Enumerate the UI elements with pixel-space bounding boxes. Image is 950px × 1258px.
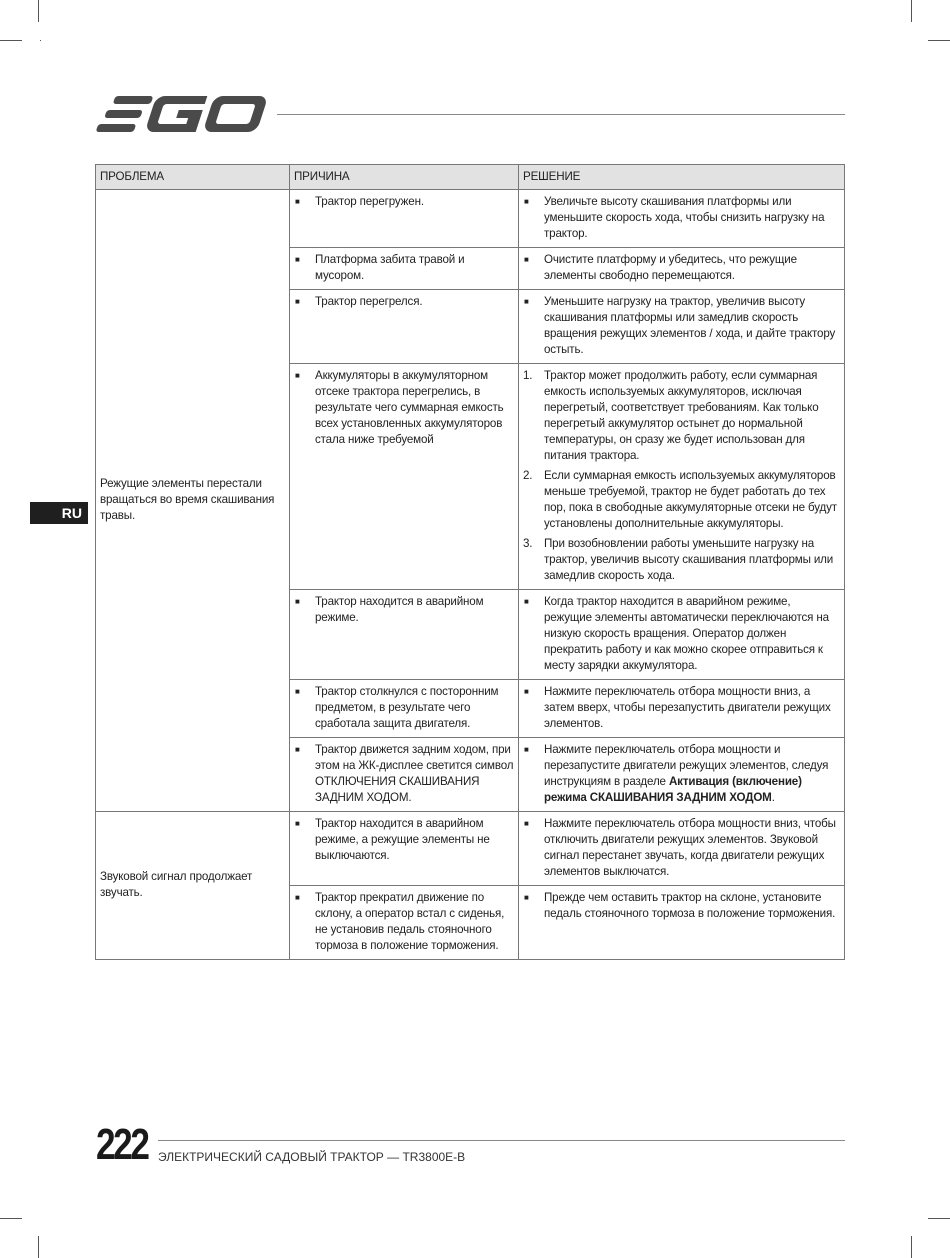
footer-title: ЭЛЕКТРИЧЕСКИЙ САДОВЫЙ ТРАКТОР — TR3800E-B xyxy=(158,1150,466,1164)
cause-cell xyxy=(290,190,519,248)
crop-mark xyxy=(0,40,22,41)
solution-cell xyxy=(519,886,845,960)
solution-text xyxy=(523,742,840,806)
header-solution: РЕШЕНИЕ xyxy=(519,165,845,190)
crop-mark xyxy=(911,1236,912,1258)
troubleshooting-table xyxy=(95,164,845,960)
header-problem: ПРОБЛЕМА xyxy=(96,165,290,190)
solution-text: ■ Нажмите переключатель отбора мощности вниз, а затем вверх, чтобы перезапустить двигатели режущих элементов. xyxy=(523,684,840,732)
solution-text-post: . xyxy=(771,791,775,804)
crop-mark xyxy=(38,1236,39,1258)
cause-text: ■ Трактор перегрелся. xyxy=(294,294,514,310)
section-reference: Активация (включение) режима СКАШИВАНИЯ ЗАДНИМ ХОДОМ xyxy=(544,775,802,804)
cause-cell xyxy=(290,680,519,738)
cause-text: ■ Трактор прекратил движение по склону, а оператор встал с сиденья, не установив педаль стояночного тормоза в положение торможения. xyxy=(294,890,514,954)
table-header-row xyxy=(96,165,845,190)
crop-mark xyxy=(911,0,912,22)
solution-cell xyxy=(519,738,845,812)
problem-cell: Режущие элементы перестали вращаться во время скашивания травы. xyxy=(96,190,290,812)
ego-logo xyxy=(96,94,271,134)
footer-rule xyxy=(158,1140,845,1141)
step-number: 1. xyxy=(523,369,533,382)
table-row xyxy=(96,190,845,248)
solution-text: ■ Нажмите переключатель отбора мощности вниз, чтобы отключить двигатели режущих элементов. Звуковой сигнал перестанет звучать, когда двигатели режущих элементов выключатся. xyxy=(523,816,840,880)
solution-cell xyxy=(519,190,845,248)
solution-cell xyxy=(519,364,845,590)
cause-text: ■ Платформа забита травой и мусором. xyxy=(294,252,514,284)
solution-step xyxy=(523,368,840,464)
header-cause: ПРИЧИНА xyxy=(290,165,519,190)
language-tab: RU xyxy=(30,502,88,524)
solution-cell xyxy=(519,248,845,290)
cause-cell xyxy=(290,886,519,960)
cause-cell xyxy=(290,290,519,364)
solution-text: ■ Уменьшите нагрузку на трактор, увеличив высоту скашивания платформы или замедлив скорость вращения режущих элементов / хода, и дайте трактору остыть. xyxy=(523,294,840,358)
problem-cell: Звуковой сигнал продолжает звучать. xyxy=(96,812,290,960)
cause-text: ■ Трактор столкнулся с посторонним предметом, в результате чего сработала защита двигателя. xyxy=(294,684,514,732)
cause-text: ■ Аккумуляторы в аккумуляторном отсеке трактора перегрелись, в результате чего суммарная емкость всех установленных аккумуляторов стала ниже требуемой xyxy=(294,368,514,448)
solution-text: ■ Увеличьте высоту скашивания платформы или уменьшите скорость хода, чтобы снизить нагрузку на трактор. xyxy=(523,194,840,242)
cause-cell xyxy=(290,812,519,886)
crop-mark xyxy=(928,1218,950,1219)
step-number: 3. xyxy=(523,537,533,550)
crop-mark xyxy=(928,40,950,41)
cause-cell xyxy=(290,364,519,590)
cause-text: ■ Трактор движется задним ходом, при этом на ЖК-дисплее светится символ ОТКЛЮЧЕНИЯ СКАШИВАНИЯ ЗАДНИМ ХОДОМ. xyxy=(294,742,514,806)
solution-cell xyxy=(519,590,845,680)
table-row xyxy=(96,812,845,886)
solution-step xyxy=(523,536,840,584)
solution-cell xyxy=(519,290,845,364)
step-text: Если суммарная емкость используемых аккумуляторов меньше требуемой, трактор не будет работать до тех пор, пока в свободные аккумуляторные отсеки не будут установлены дополнительные аккумуляторы. xyxy=(544,469,837,530)
solution-step xyxy=(523,468,840,532)
crop-mark xyxy=(0,1218,22,1219)
solution-text: ■ Когда трактор находится в аварийном режиме, режущие элементы автоматически переключаются на низкую скорость вращения. Оператор должен прекратить работу и как можно скорее отправиться к месту зарядки аккумулятора. xyxy=(523,594,840,674)
cause-text: ■ Трактор находится в аварийном режиме. xyxy=(294,594,514,626)
solution-cell xyxy=(519,680,845,738)
step-text: При возобновлении работы уменьшите нагрузку на трактор, увеличив высоту скашивания платформы или замедлив скорость хода. xyxy=(544,537,834,582)
header-rule xyxy=(277,114,845,115)
solution-text-pre: Нажмите переключатель отбора мощности и перезапустите двигатели режущих элементов, следуя инструкциям в разделе xyxy=(544,743,829,788)
crop-mark xyxy=(38,0,39,22)
page-number: 222 xyxy=(96,1120,148,1169)
step-text: Трактор может продолжить работу, если суммарная емкость используемых аккумуляторов, исключая перегретый, соответствует требованиям. Как только перегретый аккумулятор остынет до нормальной температуры, он сразу же будет использован для питания трактора. xyxy=(544,369,819,462)
cause-cell xyxy=(290,738,519,812)
solution-cell xyxy=(519,812,845,886)
crop-mark xyxy=(40,40,41,41)
solution-text: ■ Очистите платформу и убедитесь, что режущие элементы свободно перемещаются. xyxy=(523,252,840,284)
cause-cell xyxy=(290,590,519,680)
cause-text: ■ Трактор перегружен. xyxy=(294,194,514,210)
solution-steps xyxy=(523,368,840,584)
cause-cell xyxy=(290,248,519,290)
cause-text: ■ Трактор находится в аварийном режиме, а режущие элементы не выключаются. xyxy=(294,816,514,864)
step-number: 2. xyxy=(523,469,533,482)
solution-text: ■ Прежде чем оставить трактор на склоне, установите педаль стояночного тормоза в положение торможения. xyxy=(523,890,840,922)
